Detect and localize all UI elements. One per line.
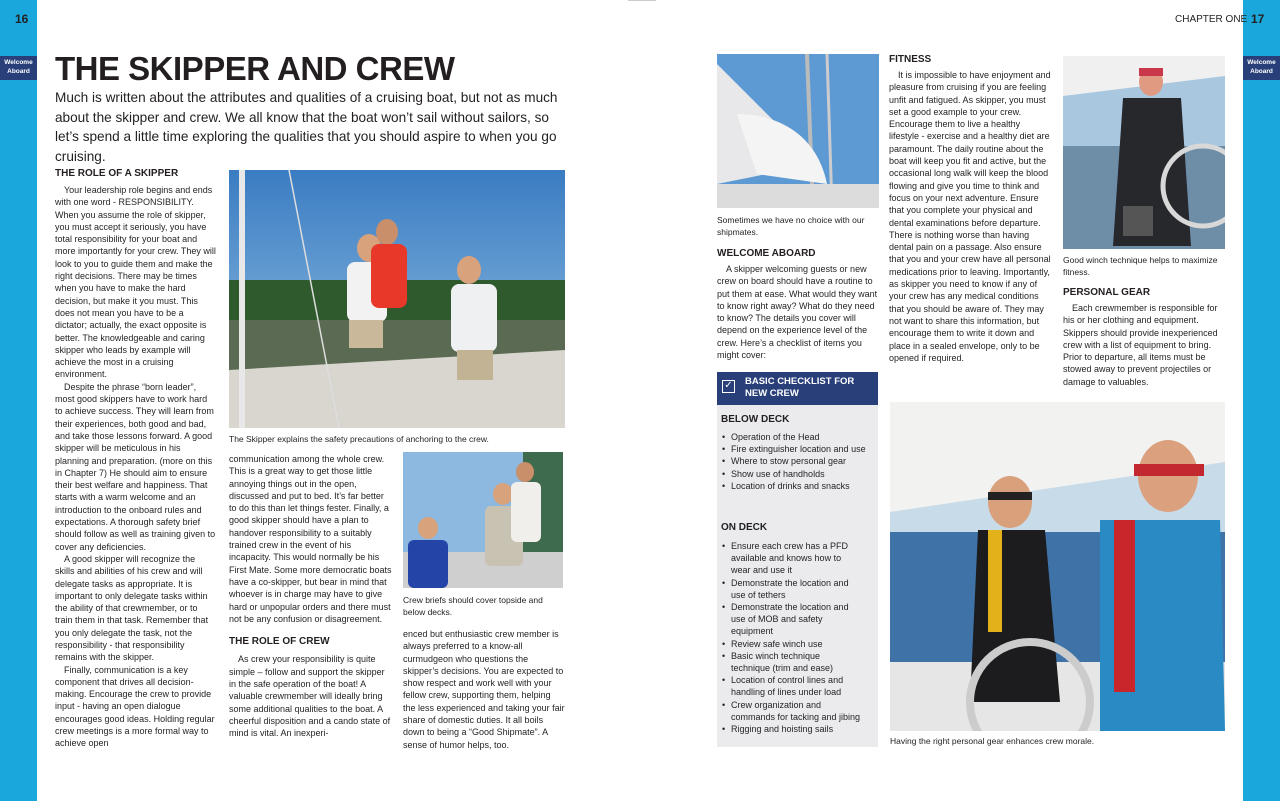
right-side-tab — [1243, 56, 1280, 80]
checklist-box — [717, 372, 878, 747]
list-item: • Where to stow personal gear — [731, 455, 881, 467]
welcome-aboard-section — [717, 248, 879, 361]
crew-gear-photo — [890, 402, 1225, 731]
page-title: THE SKIPPER AND CREW — [55, 50, 455, 87]
left-accent-bar — [0, 0, 37, 801]
page-number-left: 16 — [15, 12, 29, 26]
section-body — [55, 184, 217, 750]
on-deck-list — [717, 540, 861, 735]
right-column — [403, 628, 565, 751]
left-side-tab — [0, 56, 37, 80]
below-deck-list — [717, 431, 881, 492]
side-tab-line2: Aboard — [7, 68, 30, 75]
skipper-crew-photo — [229, 170, 565, 428]
right-accent-bar — [1243, 0, 1280, 801]
skipper-column — [55, 168, 217, 750]
section-heading: THE ROLE OF A SKIPPER — [55, 168, 179, 179]
list-item: • Location of control lines and handling of lines under load — [731, 674, 861, 698]
checklist-subheading: BELOW DECK — [721, 414, 790, 425]
section-heading: WELCOME ABOARD — [717, 248, 816, 259]
paragraph: Your leadership role begins and ends with one word - RESPONSIBILITY. When you assume the role of skipper, you must accept it seriously, you have total responsibility for your boat and more importantly for your crew. They will look to you to guide them and make the right decisions. There may be times when you have to make the hard decision, but make it you must. This does not mean you have to be a dictator; actually, the exact opposite is better. The knowledgeable and caring skipper who leads by example will achieve the most in a cruising environment. — [55, 185, 216, 380]
list-item: • Crew organization and commands for tacking and jibing — [731, 699, 861, 723]
page-number-right: 17 — [1251, 12, 1265, 26]
list-item: • Operation of the Head — [731, 431, 881, 443]
paragraph: Finally, communication is a key component that drives all decision-making. Encourage the crew to provide input - having an open dialogue encourages good ideas. Holding regular crew meetings is a more formal way to achieve open — [55, 664, 215, 749]
side-tab-line1: Welcome — [1247, 59, 1276, 66]
list-item: • Ensure each crew has a PFD available and knows how to wear and use it — [731, 540, 861, 577]
personal-gear-section — [1063, 287, 1226, 388]
list-item: • Rigging and hoisting sails — [731, 723, 861, 735]
side-tab-line2: Aboard — [1250, 68, 1273, 75]
photo-caption: Sometimes we have no choice with our shipmates. — [717, 215, 865, 237]
photo-caption: Having the right personal gear enhances crew morale. — [890, 736, 1095, 746]
checklist-subheading: ON DECK — [721, 522, 768, 533]
chapter-label: CHAPTER ONE — [1175, 14, 1248, 25]
section-heading: PERSONAL GEAR — [1063, 287, 1151, 298]
list-item: • Review safe winch use — [731, 638, 861, 650]
paragraph: Each crewmember is responsible for his or her clothing and equipment. Skippers should provide inexperienced crew with a list of equipment to bring. Prior to departure, all items must be stowed away to prevent projectiles or damage to valuables. — [1063, 303, 1218, 387]
photo-caption: The Skipper explains the safety precautions of anchoring to the crew. — [229, 434, 489, 444]
winch-photo — [1063, 56, 1225, 249]
list-item: • Location of drinks and snacks — [731, 480, 881, 492]
checklist-header — [717, 372, 878, 405]
paragraph: communication among the whole crew. This is a great way to get those little annoying things out in the open, discussed and put to bed. It’s far better to do this than let things fester. Finally, a good skipper should have a plan to handover responsibility to a suitably trained crew in the event of his incapacity. This would normally be his First Mate. Some more democratic boats have a co-skipper, but bear in mind that whoever is in charge may have to give hard or unpopular orders and there must not be any confusion or disagreement. — [229, 454, 392, 624]
paragraph: It is impossible to have enjoyment and pleasure from cruising if you are feeling unfit and fatigued. As skipper, you must set a good example to your crew. Encourage them to live a healthy lifestyle - exercise and a healthy diet are paramount. The daily routine about the boat will keep you fit and active, but the occasional long walk will keep the blood flowing and give you time to think and focus on your next adventure. Ensure that you complete your physical and dental examinations before departure. There is nothing worse than having dental pain on a passage. Also ensure that you and your crew have all personal medications prior to leaving. Importantly, as skipper you need to know if any of your crew has any medical conditions that you should be aware of. They may not want to share this information, but encourage them to write it down and place in a sealed envelope, only to be opened if required. — [889, 70, 1051, 363]
list-item: • Demonstrate the location and use of tethers — [731, 577, 861, 601]
list-item: • Basic winch technique technique (trim and ease) — [731, 650, 861, 674]
section-heading: FITNESS — [889, 54, 932, 65]
paragraph: Despite the phrase “born leader”, most good skippers have to work hard to achieve success. They will learn from their experiences, both good and bad, and take those lessons forward. A good skipper will be meticulous in his planning and preparation. (more on this in Chapter 7) He should aim to ensure their best welfare and happiness. That starts with a warm welcome and an introduction to the onboard rules and expectations. A thorough safety brief should follow as well as training given to cover any deficiencies. — [55, 381, 216, 552]
fitness-section — [889, 54, 1052, 364]
mast-photo — [717, 54, 879, 208]
list-item: • Show use of handholds — [731, 468, 881, 480]
photo-caption: Good winch technique helps to maximize fitness. — [1063, 255, 1218, 277]
intro-paragraph: Much is written about the attributes and qualities of a cruising boat, but not as much about the skipper and crew. We all know that the boat won’t sail without sailors, so let’s spend a little time exploring the qualities that you should aspire to when you go cruising. — [55, 90, 558, 164]
middle-column — [229, 453, 392, 740]
list-item: • Fire extinguisher location and use — [731, 443, 881, 455]
paragraph: enced but enthusiastic crew member is always preferred to a know-all curmudgeon who questions the skipper’s decisions. You are expected to show respect and work well with your fellow crew, supporting them, helping the less experienced and taking your fair share of domestic duties. It all boils down to being a “Good Shipmate”. A sense of humor helps, too. — [403, 629, 565, 750]
checkbox-icon: ✓ — [722, 380, 735, 393]
paragraph: As crew your responsibility is quite simple – follow and support the skipper in the safe operation of the boat! A valuable crewmember will ideally bring some additional qualities to the boat. A cheerful disposition and a cando state of mind is vital. An inexperi- — [229, 654, 391, 739]
crew-brief-photo — [403, 452, 563, 588]
section-heading: THE ROLE OF CREW — [229, 636, 330, 648]
checklist-title: BASIC CHECKLIST FOR NEW CREW — [745, 376, 855, 399]
paragraph: A skipper welcoming guests or new crew on board should have a routine to put them at ease. What would they want to know right away? What do they need to know? The details you cover will depend on the experience level of the crew. Here’s a checklist of items you might cover: — [717, 264, 878, 361]
photo-caption: Crew briefs should cover topside and below decks. — [403, 595, 543, 617]
list-item: • Demonstrate the location and use of MOB and safety equipment — [731, 601, 861, 638]
side-tab-line1: Welcome — [4, 59, 33, 66]
gutter-mark — [628, 0, 656, 1]
paragraph: A good skipper will recognize the skills and abilities of his crew and will delegate tasks as appropriate. It is important to only delegate tasks within the ability of that crewmember, or to train them in that task. Remember that you only delegate the task, not the responsibility - that responsibility remains with the skipper. — [55, 553, 209, 663]
